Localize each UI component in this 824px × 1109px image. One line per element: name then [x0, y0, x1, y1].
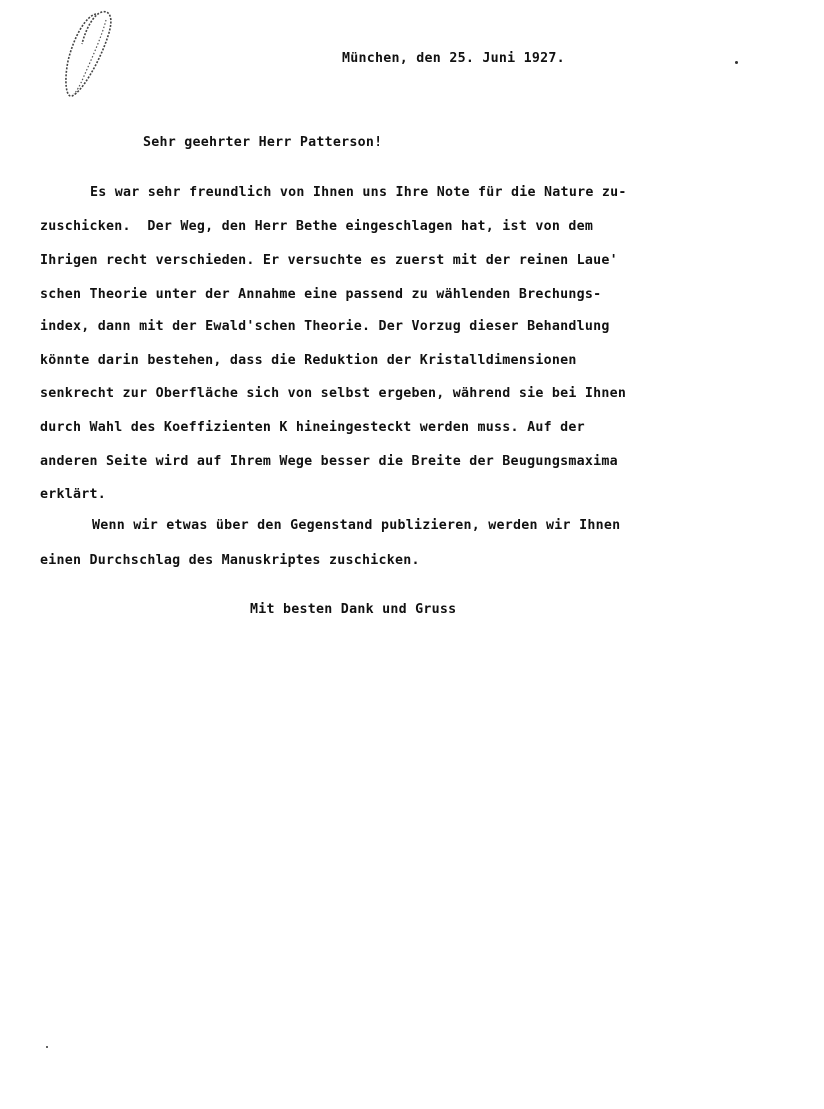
- paragraph-1-line: anderen Seite wird auf Ihrem Wege besser die Breite der Beugungsmaxima: [40, 454, 618, 469]
- paragraph-1-line: index, dann mit der Ewald'schen Theorie. Der Vorzug dieser Behandlung: [40, 319, 610, 334]
- paragraph-1-line: durch Wahl des Koeffizienten K hineingesteckt werden muss. Auf der: [40, 420, 585, 435]
- paragraph-2-line: Wenn wir etwas über den Gegenstand publizieren, werden wir Ihnen: [92, 518, 621, 533]
- paragraph-1-line: Ihrigen recht verschieden. Er versuchte es zuerst mit der reinen Laue': [40, 253, 618, 268]
- paragraph-2-line: einen Durchschlag des Manuskriptes zuschicken.: [40, 553, 420, 568]
- paragraph-1-line: schen Theorie unter der Annahme eine passend zu wählenden Brechungs-: [40, 287, 602, 302]
- paragraph-1-line: senkrecht zur Oberfläche sich von selbst ergeben, während sie bei Ihnen: [40, 386, 627, 401]
- stray-mark: [46, 1046, 48, 1048]
- date-line: München, den 25. Juni 1927.: [342, 51, 565, 66]
- stray-mark: [735, 61, 738, 64]
- paragraph-1-line: könnte darin bestehen, dass die Reduktion der Kristalldimensionen: [40, 353, 577, 368]
- salutation: Sehr geehrter Herr Patterson!: [143, 135, 383, 150]
- handwritten-mark: [56, 6, 126, 106]
- paragraph-1-line: zuschicken. Der Weg, den Herr Bethe eingeschlagen hat, ist von dem: [40, 219, 594, 234]
- closing: Mit besten Dank und Gruss: [250, 602, 457, 617]
- paragraph-1-line: erklärt.: [40, 487, 107, 502]
- paragraph-1-line: Es war sehr freundlich von Ihnen uns Ihre Note für die Nature zu-: [90, 185, 627, 200]
